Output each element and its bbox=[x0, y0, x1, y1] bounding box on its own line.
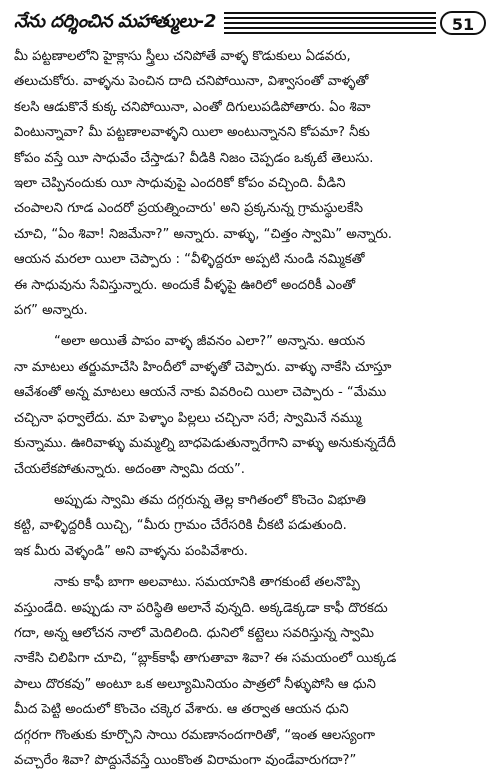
text-line: పాలు దొరకవు” అంటూ ఒక అల్యూమినియం పాత్రలో నీళ్ళుపోసి ఆ ధుని bbox=[14, 676, 376, 692]
paragraph bbox=[14, 329, 486, 481]
text-line: వచ్చారేం శివా? పొద్దునేవస్తే యింకొంత విరామంగా వుండేవారుగదా?” bbox=[14, 752, 357, 768]
text-line: దగ్గరగా గొంతుకు కూర్చొని సాయి రమణానందగారితో, “ఇంత ఆలస్యంగా bbox=[14, 727, 376, 743]
text-line: ఆయన మరలా యిలా చెప్పారు : “వీళ్ళిద్దరూ అప్పటి నుండి నమ్మికతో bbox=[14, 252, 365, 268]
text-line: పగ” అన్నారు. bbox=[14, 303, 88, 319]
running-title: నేను దర్శించిన మహాత్ములు-2 bbox=[14, 10, 216, 32]
text-line: కట్టి, వాళ్ళిద్దరికీ యిచ్చి, “మీరు గ్రామం చేరేసరికి చీకటి పడుతుంది. bbox=[14, 518, 347, 534]
paragraph bbox=[14, 570, 486, 773]
text-line: చచ్చినా ఫర్వాలేదు. మా పెళ్ళాం పిల్లలు చచ్చినా సరే; స్వామినే నమ్ము bbox=[14, 410, 362, 426]
text-line: చూచి, “ఏం శివా! నిజమేనా?” అన్నారు. వాళ్ళు, “చిత్తం స్వామి” అన్నారు. bbox=[14, 226, 392, 242]
paragraph bbox=[14, 44, 486, 323]
page-number: 51 bbox=[440, 11, 486, 35]
header-rule bbox=[224, 12, 436, 34]
text-line: తలుచుకోరు. వాళ్ళను పెంచిన దాది చనిపోయినా, విశ్వాసంతో వాళ్ళతో bbox=[14, 74, 369, 90]
text-line: ఆవేశంతో అన్న మాటలు ఆయనే నాకు వివరించి యిలా చెప్పారు - “మేము bbox=[14, 385, 387, 401]
text-line: ఈ సాధువును సేవిస్తున్నారు. అందుకే వీళ్ళపై ఊరిలో అందరికీ ఎంతో bbox=[14, 277, 356, 293]
text-line: కలసి ఆడుకొనే కుక్క చనిపోయినా, ఎంతో దిగులుపడిపోతారు. ఏం శివా bbox=[14, 99, 371, 115]
text-line: మీ పట్టణాలలోని హైక్లాసు స్త్రీలు చనిపోతే వాళ్ళ కొడుకులు ఏడవరు, bbox=[14, 49, 351, 64]
text-line: మీద పెట్టి అందులో కొంచెం చక్కెర వేశారు. ఆ తర్వాత ఆయన ధుని bbox=[14, 702, 349, 718]
body-text bbox=[14, 44, 486, 773]
paragraph bbox=[14, 488, 486, 564]
text-line: కున్నాము. ఊరివాళ్ళు మమ్మల్ని బాధపెడుతున్నారేగాని వాళ్ళు అనుకున్నదేదీ bbox=[14, 436, 396, 452]
text-line: వింటున్నావా? మీ పట్టణాలవాళ్ళని యిలా అంటున్నానని కోపమా? నీకు bbox=[14, 125, 370, 141]
text-line: ఇక మీరు వెళ్ళండి” అని వాళ్ళను పంపివేశారు. bbox=[14, 543, 248, 559]
text-line: ఇలా చెప్పినందుకు యీ సాధువుపై ఎందరికో కోపం వచ్చింది. వీడిని bbox=[14, 176, 346, 192]
text-line: నాకు కాఫీ బాగా అలవాటు. సమయానికి తాగకుంటే తలనొప్పి bbox=[54, 575, 360, 591]
text-line: గదా, అన్న ఆలోచన నాలో మెదిలింది. ధునిలో కట్టెలు సవరిస్తున్న స్వామి bbox=[14, 625, 374, 641]
page-header bbox=[14, 8, 486, 38]
text-line: నా మాటలు తర్జుమాచేసి హిందీలో వాళ్ళతో చెప్పారు. వాళ్ళు నాకేసి చూస్తూ bbox=[14, 359, 392, 375]
text-line: చేయలేకపోతున్నారు. అదంతా స్వామి దయ”. bbox=[14, 461, 245, 477]
text-line: కోపం వస్తే యీ సాధువేం చేస్తాడు? వీడికి నిజం చెప్పడం ఒక్కటే తెలుసు. bbox=[14, 150, 374, 166]
text-line: “అలా అయితే పాపం వాళ్ళ జీవనం ఎలా?” అన్నాను. ఆయన bbox=[54, 334, 366, 350]
text-line: చంపాలని గూడ ఎందరో ప్రయత్నించారు' అని ప్రక్కనున్న గ్రామస్థులకేసి bbox=[14, 201, 363, 217]
text-line: వస్తుండేది. అప్పుడు నా పరిస్థితి అలానే వున్నది. అక్కడెక్కడా కాఫీ దొరకదు bbox=[14, 600, 388, 616]
text-line: నాకేసి చిలిపిగా చూచి, “బ్లాక్‌కాఫీ తాగుతావా శివా? ఈ సమయంలో యిక్కడ bbox=[14, 651, 397, 667]
text-line: అప్పుడు స్వామి తమ దగ్గరున్న తెల్ల కాగితంలో కొంచెం విభూతి bbox=[54, 492, 366, 508]
